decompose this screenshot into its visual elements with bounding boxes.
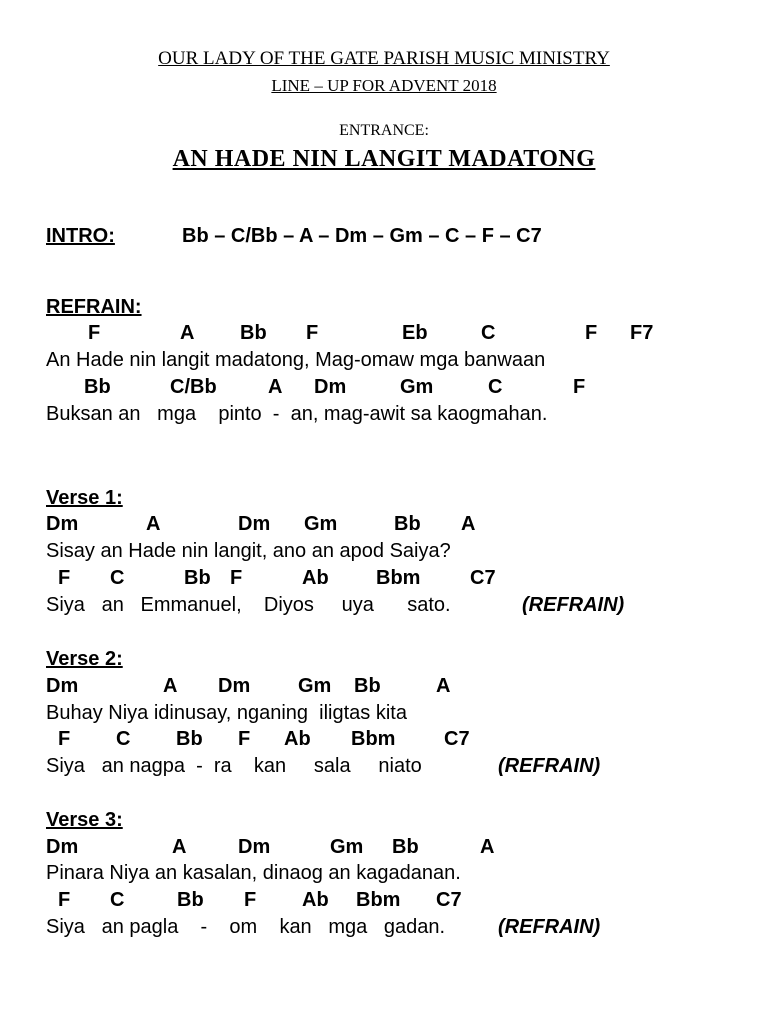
chord: F [58,889,71,911]
refrain-lyric-line-1: An Hade nin langit madatong, Mag-omaw mga banwaan [46,349,546,371]
lineup-heading: LINE – UP FOR ADVENT 2018 [271,76,497,95]
verse-1-label: Verse 1: [46,487,123,509]
chord: Dm [46,513,79,535]
section-label: ENTRANCE: [339,122,429,139]
chord: Dm [46,675,79,697]
chord: A [146,513,161,535]
chord: Bb [240,322,267,344]
chord: Bb [176,728,203,750]
chord: F [573,376,586,398]
refrain-lyric-line-2: Buksan an mga pinto - an, mag-awit sa kaogmahan. [46,403,548,425]
verse-2-label: Verse 2: [46,648,123,670]
chord: Ab [284,728,311,750]
chord: F [58,728,71,750]
verse-3-label: Verse 3: [46,809,123,831]
chord: Bb [84,376,111,398]
verse-2-refrain-tag: (REFRAIN) [498,755,601,777]
chord: C/Bb [170,376,217,398]
chord: Ab [302,567,329,589]
chord: Bb [394,513,421,535]
verse-1-lyric-line-1: Sisay an Hade nin langit, ano an apod Saiya? [46,540,451,562]
verse-3-lyric-line-2: Siya an pagla - om kan mga gadan. [46,916,446,938]
intro-chords: Bb – C/Bb – A – Dm – Gm – C – F – C7 [182,225,542,247]
chord: C [110,567,125,589]
parish-heading: OUR LADY OF THE GATE PARISH MUSIC MINISTRY [158,48,610,69]
chord: Gm [304,513,338,535]
chord: F [58,567,71,589]
chord: Bb [184,567,211,589]
chord: F [306,322,319,344]
chord: A [461,513,476,535]
chord: C7 [444,728,470,750]
chord: C [110,889,125,911]
chord: Bb [177,889,204,911]
chord: A [180,322,195,344]
chord: A [268,376,283,398]
chord: C [116,728,131,750]
chord: Gm [330,836,364,858]
chord: Dm [314,376,347,398]
verse-2-lyric-line-1: Buhay Niya idinusay, nganing iligtas kita [46,702,407,724]
refrain-label: REFRAIN: [46,296,142,318]
chord: Bbm [351,728,396,750]
chord: Bb [354,675,381,697]
chord: Dm [238,513,271,535]
chord: F [244,889,257,911]
chord: Gm [400,376,434,398]
chord: Bb [392,836,419,858]
chord: A [436,675,451,697]
chord: Ab [302,889,329,911]
chord: F [230,567,243,589]
chord: A [172,836,187,858]
verse-1-lyric-line-2: Siya an Emmanuel, Diyos uya sato. [46,594,451,616]
chord: Dm [238,836,271,858]
chord: A [480,836,495,858]
chord: Dm [218,675,251,697]
chord: Gm [298,675,332,697]
verse-3-lyric-line-1: Pinara Niya an kasalan, dinaog an kagadanan. [46,862,461,884]
verse-1-refrain-tag: (REFRAIN) [522,594,625,616]
chord: F [88,322,101,344]
chord: C [488,376,503,398]
verse-3-refrain-tag: (REFRAIN) [498,916,601,938]
intro-label: INTRO: [46,225,115,247]
chord: C [481,322,496,344]
chord: C7 [436,889,462,911]
verse-2-lyric-line-2: Siya an nagpa - ra kan sala niato [46,755,422,777]
chord: Bbm [356,889,401,911]
chord: Bbm [376,567,421,589]
chord: F7 [630,322,654,344]
chord: F [585,322,598,344]
chord: A [163,675,178,697]
chord: C7 [470,567,496,589]
chord: Eb [402,322,428,344]
song-title: AN HADE NIN LANGIT MADATONG [172,146,596,172]
chord: Dm [46,836,79,858]
chord: F [238,728,251,750]
